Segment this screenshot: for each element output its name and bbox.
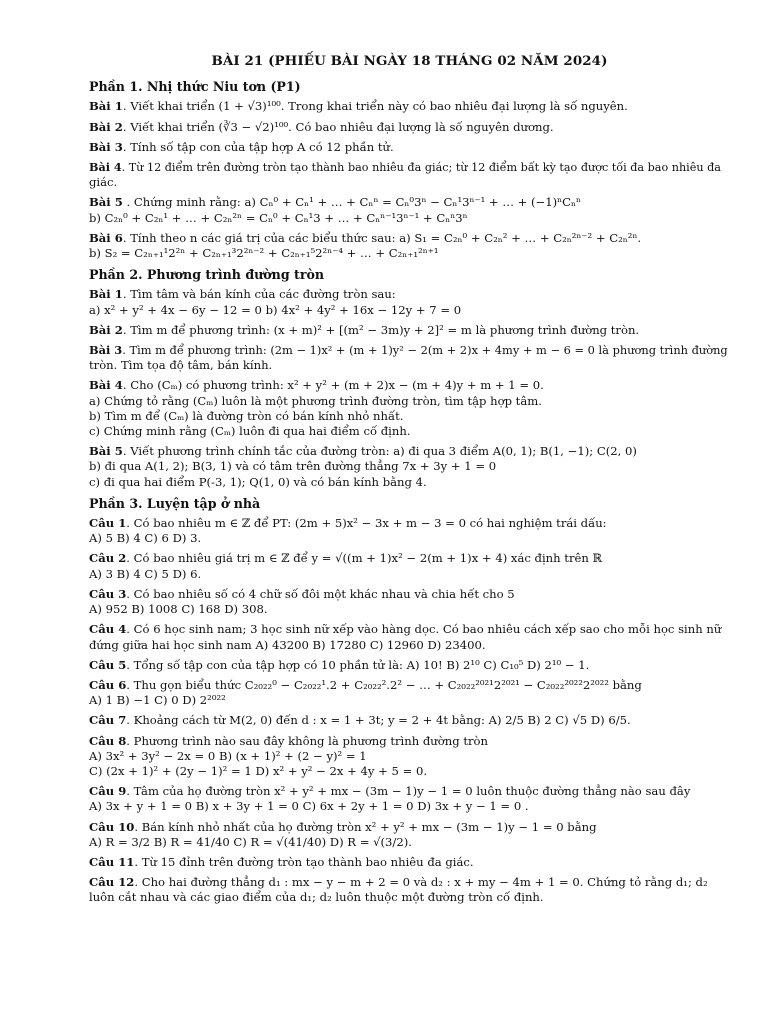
exercise-line (89, 120, 730, 135)
exercise-label: Bài 2 (89, 119, 123, 134)
exercise-line: A) R = 3/2 B) R = 41/40 C) R = √(41/40) D) R = √(3/2). (89, 834, 412, 849)
exercise-line: b) C₂ₙ⁰ + C₂ₙ¹ + … + C₂ₙ²ⁿ = Cₙ⁰ + Cₙ¹3 + … + Cₙⁿ⁻¹3ⁿ⁻¹ + Cₙⁿ3ⁿ (89, 210, 468, 225)
exercise-item (89, 287, 730, 317)
exercise-text: . Tìm m để phương trình: (x + m)² + [(m² − 3m)y + 2]² = m là phương trình đường tròn. (122, 322, 640, 337)
exercise-item (89, 784, 730, 814)
exercise-item (89, 99, 730, 114)
exercise-item (89, 444, 730, 490)
exercise-text: . Có bao nhiêu số có 4 chữ số đôi một khác nhau và chia hết cho 5 (126, 586, 515, 601)
exercise-item (89, 160, 730, 190)
exercise-line (89, 875, 730, 890)
exercise-text: . Bán kính nhỏ nhất của họ đường tròn x² + y² + mx − (3m − 1)y − 1 = 0 bằng (134, 819, 597, 834)
exercise-label: Câu 5 (89, 657, 127, 672)
exercise-label: Bài 6 (89, 230, 123, 245)
exercise-line (89, 231, 730, 246)
exercise-line: tròn. Tìm tọa độ tâm, bán kính. (89, 358, 273, 373)
exercise-label: Bài 2 (89, 322, 123, 337)
exercise-text: . Có bao nhiêu giá trị m ∈ ℤ để y = √((m + 1)x² − 2(m + 1)x + 4) xác định trên ℝ (126, 551, 603, 566)
exercise-line: b) S₂ = C₂ₙ₊₁¹2²ⁿ + C₂ₙ₊₁³2²ⁿ⁻² + C₂ₙ₊₁⁵2²ⁿ⁻⁴ + … + C₂ₙ₊₁²ⁿ⁺¹ (89, 246, 439, 261)
exercise-text: . Viết phương trình chính tắc của đường tròn: a) đi qua 3 điểm A(0, 1); B(1, −1); C(2, 0) (122, 444, 637, 459)
exercise-line (89, 734, 730, 749)
exercise-label: Câu 8 (89, 733, 127, 748)
exercise-text: . Từ 15 đỉnh trên đường tròn tạo thành bao nhiêu đa giác. (134, 854, 474, 869)
exercise-label: Bài 4 (89, 378, 123, 393)
section-heading: Phần 1. Nhị thức Niu tơn (P1) (89, 79, 301, 95)
exercise-line: a) x² + y² + 4x − 6y − 12 = 0 b) 4x² + 4y² + 16x − 12y + 7 = 0 (89, 302, 462, 317)
exercise-item (89, 378, 730, 439)
exercise-text: . Cho hai đường thẳng d₁ : mx − y − m + 2 = 0 và d₂ : x + my − 4m + 1 = 0. Chứng tỏ rằng d₁; d₂ (134, 875, 708, 890)
exercise-item (89, 855, 730, 870)
exercise-line (89, 678, 730, 693)
exercise-text: . Thu gọn biểu thức C₂₀₂₂⁰ − C₂₀₂₂¹.2 + C₂₀₂₂².2² − … + C₂₀₂₂²⁰²¹2²⁰²¹ − C₂₀₂₂²⁰²²2²⁰²² bằng (126, 677, 642, 692)
exercise-text: . Tính số tập con của tập hợp A có 12 phần tử. (122, 139, 394, 154)
exercise-line: giác. (89, 175, 118, 190)
exercise-line: c) đi qua hai điểm P(-3, 1); Q(1, 0) và có bán kính bằng 4. (89, 474, 427, 489)
exercise-line: A) 3x² + 3y² − 2x = 0 B) (x + 1)² + (2 − y)² = 1 (89, 748, 367, 763)
exercise-label: Câu 11 (89, 854, 135, 869)
exercise-label: Bài 1 (89, 287, 123, 302)
exercise-line (89, 99, 730, 114)
exercise-line: b) đi qua A(1, 2); B(3, 1) và có tâm trên đường thẳng 7x + 3y + 1 = 0 (89, 459, 497, 474)
exercise-item (89, 516, 730, 546)
exercise-text: . Viết khai triển (∛3 − √2)¹⁰⁰. Có bao nhiêu đại lượng là số nguyên dương. (122, 119, 554, 134)
exercise-line (89, 287, 730, 302)
exercise-line: A) 952 B) 1008 C) 168 D) 308. (89, 602, 268, 617)
exercise-text: . Chứng minh rằng: a) Cₙ⁰ + Cₙ¹ + … + Cₙⁿ = Cₙ⁰3ⁿ − Cₙ¹3ⁿ⁻¹ + … + (−1)ⁿCₙⁿ (122, 195, 582, 210)
exercise-label: Câu 4 (89, 622, 127, 637)
exercise-line: A) 3 B) 4 C) 5 D) 6. (89, 566, 202, 581)
exercise-line (89, 784, 730, 799)
exercise-line (89, 713, 730, 728)
exercise-text: . Có 6 học sinh nam; 3 học sinh nữ xếp vào hàng dọc. Có bao nhiêu cách xếp sao cho mỗi học sinh nữ (126, 622, 722, 637)
exercise-line (89, 658, 730, 673)
exercise-label: Bài 4 (89, 160, 122, 175)
exercise-text: . Tìm m để phương trình: (2m − 1)x² + (m + 1)y² − 2(m + 2)x + 4my + m − 6 = 0 là phương trình đường (122, 343, 728, 358)
exercise-line (89, 820, 730, 835)
exercise-item (89, 713, 730, 728)
exercise-line (89, 587, 730, 602)
exercise-label: Bài 5 (89, 195, 123, 210)
exercise-line (89, 444, 730, 459)
exercise-item (89, 658, 730, 673)
exercise-label: Câu 7 (89, 713, 127, 728)
exercise-text: . Khoảng cách từ M(2, 0) đến d : x = 1 + 3t; y = 2 + 4t bằng: A) 2/5 B) 2 C) √5 D) 6/5. (126, 713, 631, 728)
worksheet-title: BÀI 21 (PHIẾU BÀI NGÀY 18 THÁNG 02 NĂM 2024) (211, 53, 608, 69)
exercise-text: . Phương trình nào sau đây không là phương trình đường tròn (126, 733, 488, 748)
exercise-item (89, 587, 730, 617)
exercise-label: Bài 3 (89, 343, 123, 358)
exercise-line (89, 855, 730, 870)
exercise-item (89, 734, 730, 780)
exercise-line (89, 516, 730, 531)
exercise-text: . Có bao nhiêu m ∈ ℤ để PT: (2m + 5)x² − 3x + m − 3 = 0 có hai nghiệm trái dấu: (126, 516, 607, 531)
exercise-item (89, 120, 730, 135)
exercise-line: A) 5 B) 4 C) 6 D) 3. (89, 531, 202, 546)
exercise-item (89, 343, 730, 373)
exercise-label: Câu 1 (89, 516, 127, 531)
section-heading: Phần 3. Luyện tập ở nhà (89, 495, 261, 511)
exercise-item (89, 323, 730, 338)
exercise-item (89, 678, 730, 708)
exercise-label: Câu 9 (89, 784, 127, 799)
exercise-item (89, 195, 730, 225)
exercise-line (89, 551, 730, 566)
exercise-label: Câu 12 (89, 875, 135, 890)
exercise-line (89, 195, 730, 210)
exercise-line (89, 622, 730, 637)
exercise-line (89, 343, 730, 358)
exercise-line: đứng giữa hai học sinh nam A) 43200 B) 17280 C) 12960 D) 23400. (89, 637, 486, 652)
exercise-item (89, 875, 730, 905)
exercise-label: Bài 3 (89, 139, 123, 154)
exercise-label: Câu 6 (89, 677, 127, 692)
exercise-line: c) Chứng minh rằng (Cₘ) luôn đi qua hai điểm cố định. (89, 424, 411, 439)
exercise-text: . Tâm của họ đường tròn x² + y² + mx − (3m − 1)y − 1 = 0 luôn thuộc đường thẳng nào sau đây (126, 784, 691, 799)
exercise-item (89, 140, 730, 155)
exercise-line: C) (2x + 1)² + (2y − 1)² = 1 D) x² + y² − 2x + 4y + 5 = 0. (89, 763, 428, 778)
worksheet-content (89, 79, 730, 905)
exercise-item (89, 820, 730, 850)
exercise-line (89, 323, 730, 338)
exercise-text: . Từ 12 điểm trên đường tròn tạo thành bao nhiêu đa giác; từ 12 điểm bất kỳ tạo được tối đa bao nhiêu đa (121, 161, 721, 175)
section-heading: Phần 2. Phương trình đường tròn (89, 267, 325, 283)
exercise-line (89, 160, 730, 175)
exercise-line: a) Chứng tỏ rằng (Cₘ) luôn là một phương trình đường tròn, tìm tập hợp tâm. (89, 393, 542, 408)
exercise-line: luôn cắt nhau và các giao điểm của d₁; d₂ luôn thuộc một đường tròn cố định. (89, 890, 544, 905)
exercise-item (89, 231, 730, 261)
exercise-label: Bài 5 (89, 444, 123, 459)
exercise-line: b) Tìm m để (Cₘ) là đường tròn có bán kính nhỏ nhất. (89, 408, 404, 423)
exercise-line: A) 3x + y + 1 = 0 B) x + 3y + 1 = 0 C) 6x + 2y + 1 = 0 D) 3x + y − 1 = 0 . (89, 799, 529, 814)
exercise-line: A) 1 B) −1 C) 0 D) 2²⁰²² (89, 693, 226, 708)
exercise-text: . Tìm tâm và bán kính của các đường tròn sau: (122, 287, 396, 302)
exercise-label: Bài 1 (89, 99, 123, 114)
exercise-text: . Tổng số tập con của tập hợp có 10 phần tử là: A) 10! B) 2¹⁰ C) C₁₀⁵ D) 2¹⁰ − 1. (126, 657, 590, 672)
exercise-item (89, 551, 730, 581)
exercise-text: . Viết khai triển (1 + √3)¹⁰⁰. Trong khai triển này có bao nhiêu đại lượng là số nguyên. (122, 99, 628, 114)
exercise-line (89, 378, 730, 393)
exercise-item (89, 622, 730, 652)
exercise-text: . Tính theo n các giá trị của các biểu thức sau: a) S₁ = C₂ₙ⁰ + C₂ₙ² + … + C₂ₙ²ⁿ⁻² + C₂ₙ²ⁿ. (122, 230, 642, 245)
exercise-text: . Cho (Cₘ) có phương trình: x² + y² + (m + 2)x − (m + 4)y + m + 1 = 0. (122, 378, 544, 393)
exercise-label: Câu 2 (89, 551, 127, 566)
exercise-label: Câu 3 (89, 586, 127, 601)
exercise-line (89, 140, 730, 155)
exercise-label: Câu 10 (89, 819, 135, 834)
